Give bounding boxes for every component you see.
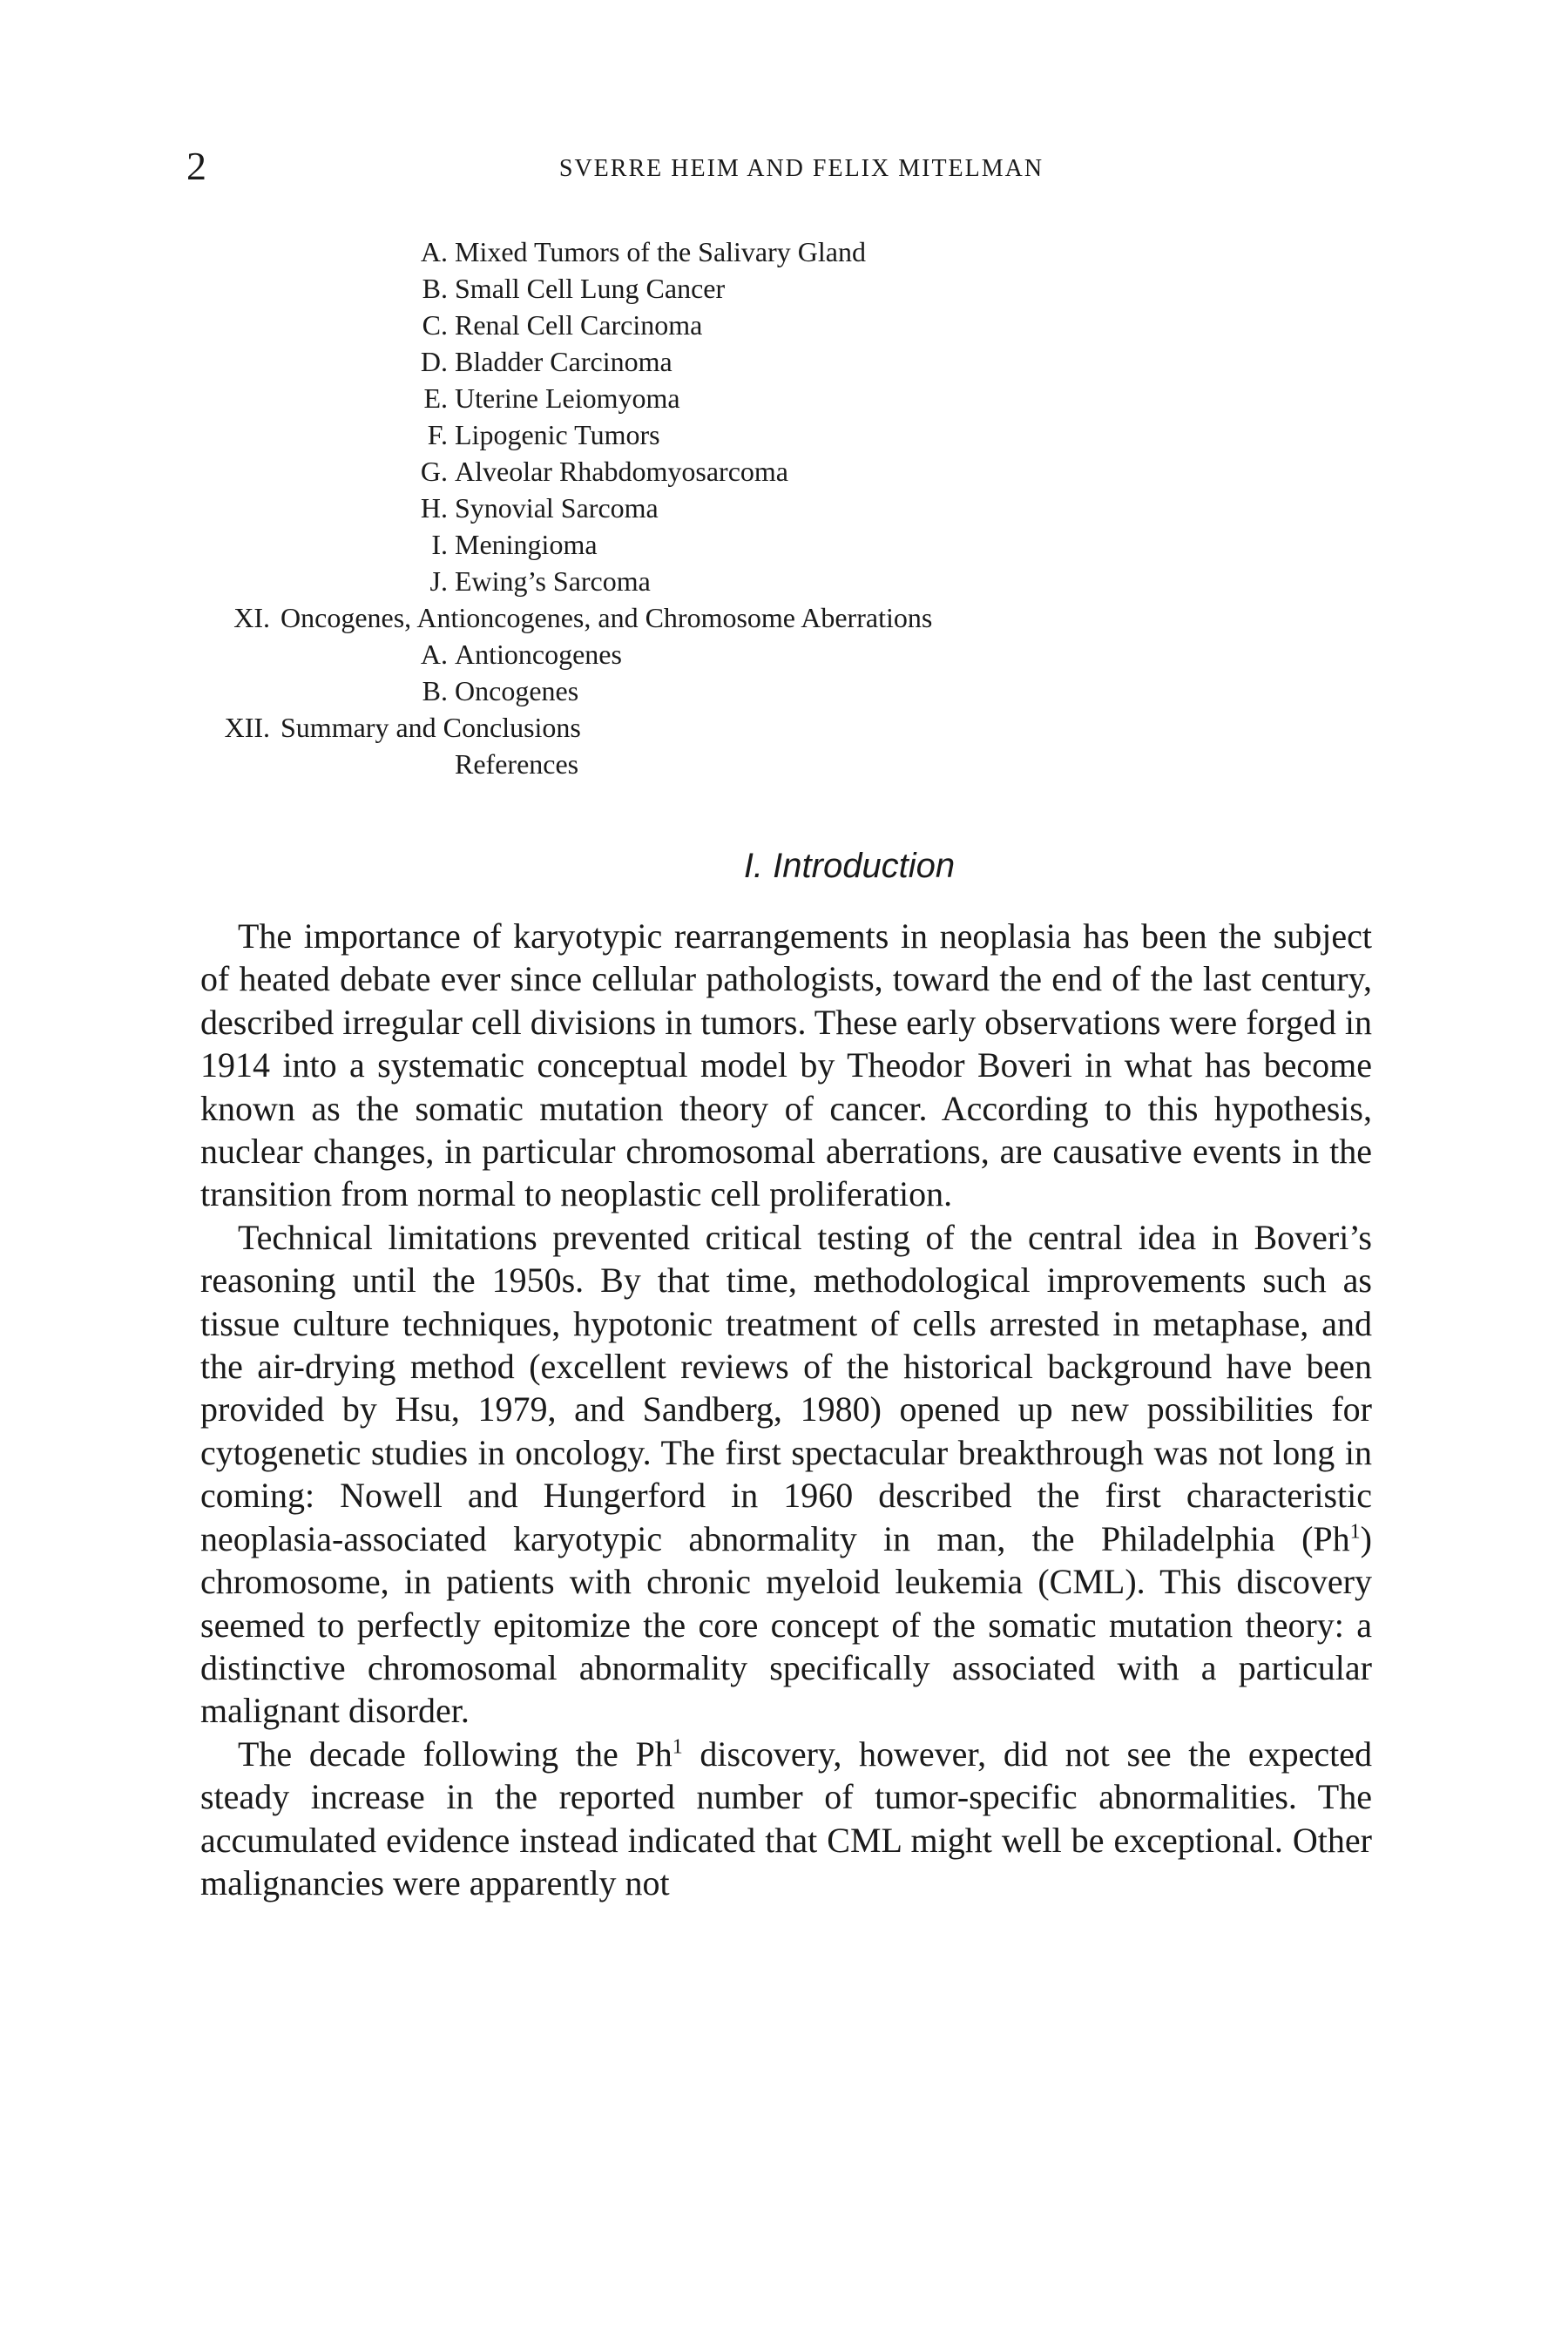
toc-entry — [174, 672, 1394, 709]
toc-entry-number: A. — [420, 236, 448, 267]
toc-entry-title: Oncogenes — [455, 675, 579, 706]
toc-entry-title: Small Cell Lung Cancer — [455, 273, 726, 304]
page-number: 2 — [186, 144, 206, 188]
running-head: SVERRE HEIM AND FELIX MITELMAN — [558, 155, 1044, 182]
toc-entry — [174, 307, 1394, 343]
toc-entry-title: Alveolar Rhabdomyosarcoma — [455, 456, 788, 487]
toc-entry-title: References — [455, 748, 579, 780]
toc-entry — [174, 599, 1394, 636]
table-of-contents — [174, 233, 1394, 782]
toc-entry-title: Oncogenes, Antioncogenes, and Chromosome Aberrations — [280, 602, 933, 633]
toc-entry-number: C. — [422, 309, 448, 341]
toc-entry-title: Uterine Leiomyoma — [455, 382, 680, 414]
toc-entry — [174, 270, 1394, 307]
toc-entry-number: A. — [420, 639, 448, 670]
toc-entry — [174, 380, 1394, 416]
toc-entry — [174, 343, 1394, 380]
toc-entry-number: XI. — [233, 602, 270, 633]
toc-entry — [174, 526, 1394, 563]
toc-entry-title: Ewing’s Sarcoma — [455, 565, 651, 597]
toc-entry — [174, 416, 1394, 453]
toc-entry — [174, 453, 1394, 490]
toc-entry-title: Renal Cell Carcinoma — [455, 309, 703, 341]
toc-entry-number: F. — [427, 419, 448, 450]
toc-entry-title: Summary and Conclusions — [280, 712, 581, 743]
toc-entry — [174, 490, 1394, 526]
toc-entry-number: H. — [420, 492, 448, 524]
toc-entry — [174, 746, 1394, 782]
toc-entry-number: E. — [423, 382, 448, 414]
toc-entry-number: B. — [422, 675, 448, 706]
toc-entry — [174, 563, 1394, 599]
toc-entry-title: Antioncogenes — [455, 639, 622, 670]
toc-entry-title: Lipogenic Tumors — [455, 419, 660, 450]
toc-entry-title: Mixed Tumors of the Salivary Gland — [455, 236, 866, 267]
toc-entry — [174, 233, 1394, 270]
toc-entry-number: B. — [422, 273, 448, 304]
paragraph: The importance of karyotypic rearrangements in neoplasia has been the subject of heated debate ever since cellular pathologists, toward the end of the last century, described irregular cell divisions in tumors. These early observations were forged in 1914 into a systematic conceptual model by Theodor Boveri in what has become known as the somatic mutation theory of cancer. According to this hypothesis, nuclear changes, in particular chromosomal aberrations, are causative events in the transition from normal to neoplastic cell proliferation. — [200, 916, 1372, 1214]
section-heading: I. Introduction — [743, 847, 956, 885]
toc-entry — [174, 709, 1394, 746]
toc-entry-title: Bladder Carcinoma — [455, 346, 672, 377]
superscript: 1 — [1349, 1520, 1361, 1544]
body-text — [200, 915, 1372, 1904]
toc-entry-title: Meningioma — [455, 529, 598, 560]
toc-entry-number: G. — [420, 456, 448, 487]
superscript: 1 — [672, 1735, 683, 1759]
paragraph: Technical limitations prevented critical testing of the central idea in Boveri’s reasoning until the 1950s. By that time, methodological improvements such as tissue culture techniques, hypotonic treatment of cells arrested in metaphase, and the air-drying method (excellent reviews of the historical background have been provided by Hsu, 1979, and Sandberg, 1980) opened up new possibilities for cytogenetic studies in oncology. The first spectacular breakthrough was not long in coming: Nowell and Hungerford in 1960 described the first characteristic neoplasia-associated karyotypic abnormality in man, the Philadelphia (Ph$^1$) chromosome, in patients with chronic myeloid leukemia (CML). This discovery seemed to perfectly epitomize the core concept of the somatic mutation theory: a distinctive chromosomal abnormality specifically associated with a particular malignant disorder. — [200, 1217, 1372, 1731]
toc-entry-number: I. — [431, 529, 448, 560]
toc-entry-number: J. — [429, 565, 448, 597]
toc-entry-title: Synovial Sarcoma — [455, 492, 659, 524]
toc-entry-number: D. — [420, 346, 448, 377]
toc-entry — [174, 636, 1394, 672]
paragraph: The decade following the Ph$^1$ discovery, however, did not see the expected steady increase in the reported number of tumor-specific abnormalities. The accumulated evidence instead indicated that CML might well be exceptional. Other malignancies were apparently not — [200, 1734, 1372, 1903]
toc-entry-number: XII. — [224, 712, 270, 743]
